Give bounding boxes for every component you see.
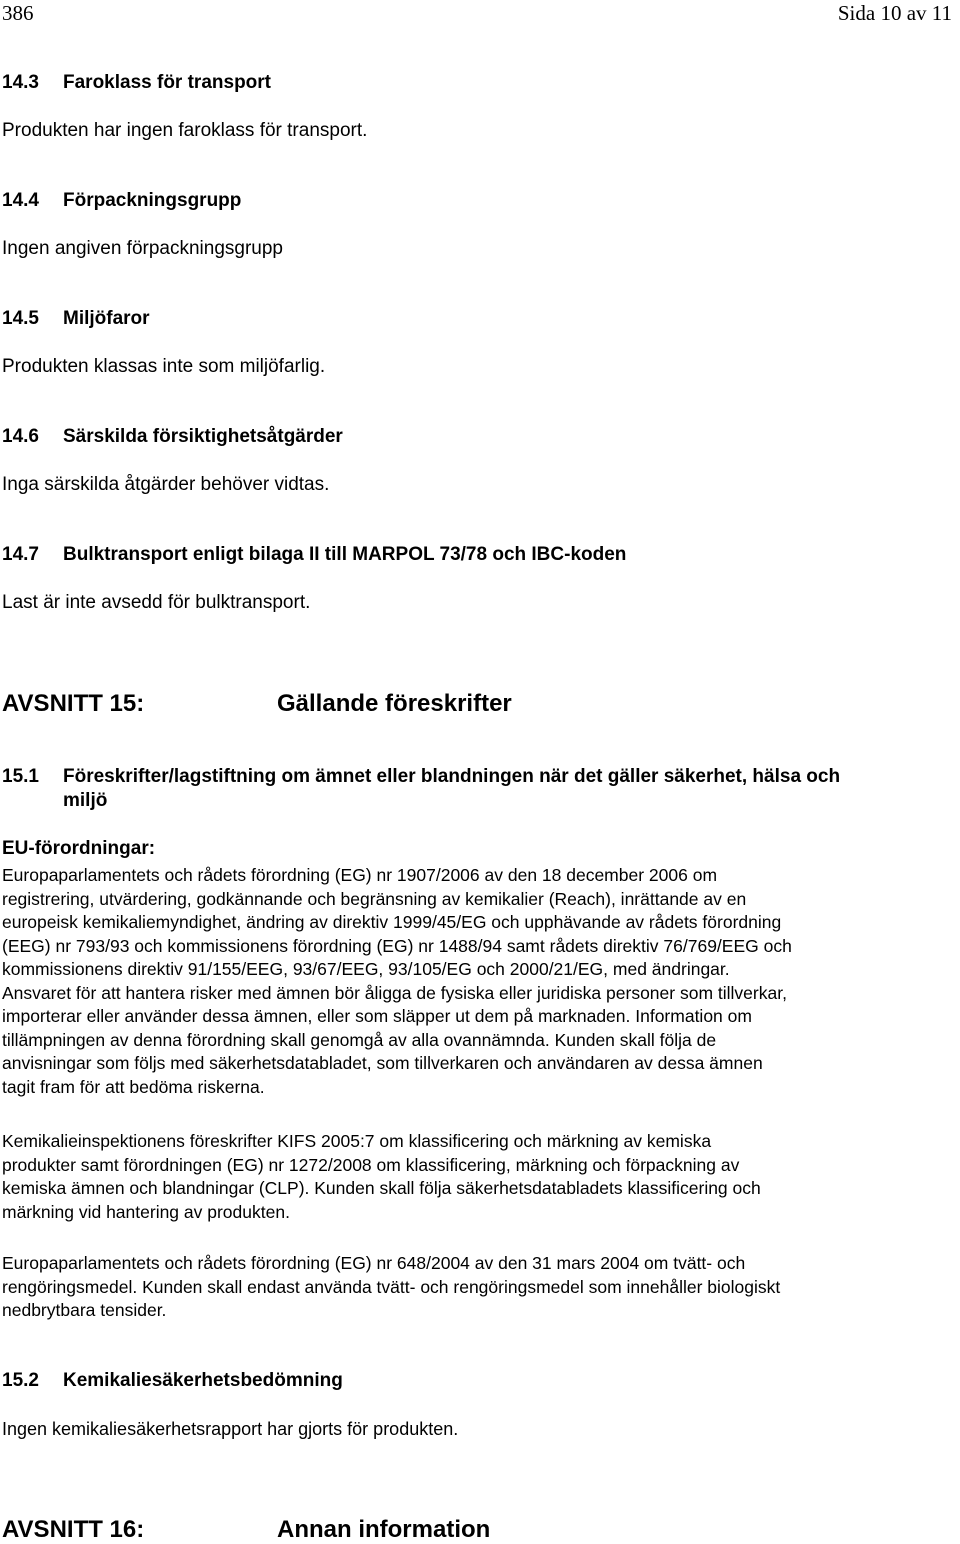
paragraph-line: nedbrytbara tensider. <box>2 1300 167 1320</box>
paragraph-line: produkter samt förordningen (EG) nr 1272/2008 om klassificering, märkning och förpackning av <box>2 1154 740 1175</box>
subsection-number: 14.3 <box>2 72 39 93</box>
subsection-heading-14-3 <box>2 72 902 96</box>
paragraph-line: kommissionens direktiv 91/155/EEG, 93/67/EEG, 93/105/EG och 2000/21/EG, med ändringar. <box>2 959 730 979</box>
page-number: Sida 10 av 11 <box>837 1 952 25</box>
paragraph-line: Europaparlamentets och rådets förordning (EG) nr 648/2004 av den 31 mars 2004 om tvätt- och <box>2 1253 746 1273</box>
subsection-heading-15-1 <box>2 766 942 816</box>
subsection-heading-14-7 <box>2 544 902 568</box>
subsection-heading-15-2 <box>2 1370 902 1394</box>
subsection-text-14-4: Ingen angiven förpackningsgrupp <box>2 238 283 259</box>
subsection-number: 15.2 <box>2 1370 39 1391</box>
paragraph-line: registrering, utvärdering, godkännande och begränsning av kemikalier (Reach), inrättande av en <box>2 888 747 909</box>
subsection-title-line-1: Föreskrifter/lagstiftning om ämnet eller blandningen när det gäller säkerhet, hälsa och <box>63 766 841 787</box>
subsection-heading-14-6 <box>2 426 902 450</box>
subsection-title: Särskilda försiktighetsåtgärder <box>63 426 343 447</box>
paragraph-line: Ansvaret för att hantera risker med ämnen bör åligga de fysiska eller juridiska personer som tillverkar, <box>2 982 787 1003</box>
paragraph-line: anvisningar som följs med säkerhetsdatabladet, som tillverkaren och användaren av dessa ämnen <box>2 1053 763 1073</box>
subsection-number: 14.7 <box>2 544 39 565</box>
subsection-number: 14.4 <box>2 190 39 211</box>
paragraph-line: tillämpningen av denna förordning skall genomgå av alla ovannämnda. Kunden skall följa de <box>2 1029 717 1050</box>
subsection-title: Kemikaliesäkerhetsbedömning <box>63 1370 343 1391</box>
section-title-16: Annan information <box>277 1516 491 1543</box>
paragraph-line: märkning vid hantering av produkten. <box>2 1201 290 1222</box>
subsection-text-14-3: Produkten har ingen faroklass för transport. <box>2 120 368 141</box>
section-label-15: AVSNITT 15: <box>2 690 145 717</box>
section-label-16: AVSNITT 16: <box>2 1516 145 1543</box>
subsection-number: 15.1 <box>2 766 39 787</box>
eu-regulations-heading: EU-förordningar: <box>2 838 156 859</box>
subsection-heading-14-5 <box>2 308 902 332</box>
paragraph-detergents <box>2 1252 932 1323</box>
subsection-number: 14.6 <box>2 426 39 447</box>
subsection-text-14-5: Produkten klassas inte som miljöfarlig. <box>2 356 326 377</box>
document-code: 386 <box>2 1 34 25</box>
paragraph-line: (EEG) nr 793/93 och kommissionens förordning (EG) nr 1488/94 samt rådets direktiv 76/769/EEG och <box>2 935 792 956</box>
subsection-text-14-7: Last är inte avsedd för bulktransport. <box>2 592 311 613</box>
subsection-text-15-2: Ingen kemikaliesäkerhetsrapport har gjorts för produkten. <box>2 1419 459 1439</box>
paragraph-line: kemiska ämnen och blandningar (CLP). Kunden skall följa säkerhetsdatabladets klassificering och <box>2 1178 761 1198</box>
paragraph-line: europeisk kemikaliemyndighet, ändring av direktiv 1999/45/EG och upphävande av rådets förordning <box>2 912 782 932</box>
subsection-title: Förpackningsgrupp <box>63 190 242 211</box>
paragraph-line: tagit fram för att bedöma riskerna. <box>2 1076 265 1097</box>
subsection-title: Faroklass för transport <box>63 72 271 93</box>
paragraph-line: Kemikalieinspektionens föreskrifter KIFS 2005:7 om klassificering och märkning av kemiska <box>2 1131 712 1151</box>
subsection-text-14-6: Inga särskilda åtgärder behöver vidtas. <box>2 474 330 495</box>
paragraph-line: importerar eller använder dessa ämnen, eller som släpper ut dem på marknaden. Information om <box>2 1006 752 1026</box>
subsection-title: Bulktransport enligt bilaga II till MARPOL 73/78 och IBC-koden <box>63 544 627 565</box>
paragraph-reach <box>2 864 932 1099</box>
paragraph-line: Europaparlamentets och rådets förordning (EG) nr 1907/2006 av den 18 december 2006 om <box>2 865 718 885</box>
section-title-15: Gällande föreskrifter <box>277 690 512 717</box>
paragraph-line: rengöringsmedel. Kunden skall endast använda tvätt- och rengöringsmedel som innehåller biologiskt <box>2 1276 781 1297</box>
paragraph-kifs <box>2 1130 932 1224</box>
subsection-heading-14-4 <box>2 190 902 214</box>
subsection-title: Miljöfaror <box>63 308 150 329</box>
subsection-number: 14.5 <box>2 308 39 329</box>
subsection-title-line-2: miljö <box>63 790 108 811</box>
